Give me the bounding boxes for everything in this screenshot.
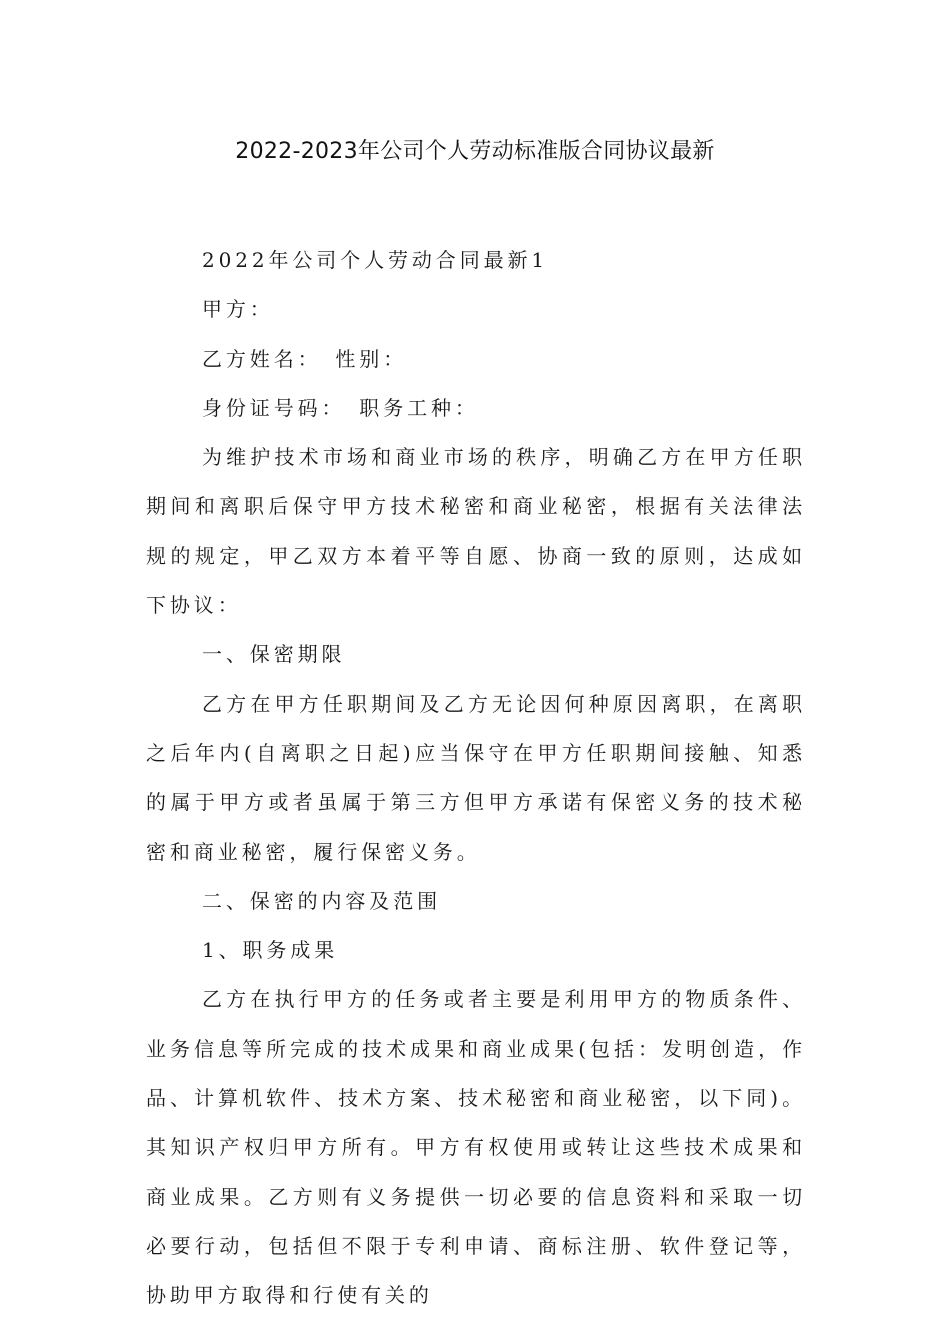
confidentiality-period-paragraph: 乙方在甲方任职期间及乙方无论因何种原因离职，在离职之后年内(自离职之日起)应当保守在甲方任职期间接触、知悉的属于甲方或者虽属于第三方但甲方承诺有保密义务的技术秘密和商业秘密，履行保密义务。 bbox=[146, 691, 806, 864]
party-a-line: 甲方： bbox=[202, 297, 274, 322]
party-b-name-line: 乙方姓名： 性别： bbox=[202, 346, 408, 371]
section-heading-scope: 二、保密的内容及范围 bbox=[202, 888, 441, 913]
section-heading-confidentiality-period: 一、保密期限 bbox=[202, 642, 346, 667]
document-title: 2022-2023年公司个人劳动标准版合同协议最新 bbox=[235, 139, 715, 164]
contract-heading: 2022年公司个人劳动合同最新1 bbox=[202, 248, 549, 272]
work-results-paragraph: 乙方在执行甲方的任务或者主要是利用甲方的物质条件、业务信息等所完成的技术成果和商业成果(包括：发明创造，作品、计算机软件、技术方案、技术秘密和商业秘密，以下同)。其知识产权归甲方所有。甲方有权使用或转让这些技术成果和商业成果。乙方则有义务提供一切必要的信息资料和采取一切必要行动，包括但不限于专利申请、商标注册、软件登记等，协助甲方取得和行使有关的 bbox=[146, 987, 806, 1308]
id-number-line: 身份证号码： 职务工种： bbox=[202, 395, 479, 420]
document-body bbox=[146, 236, 806, 1321]
subsection-heading-work-results: 1、职务成果 bbox=[202, 938, 339, 963]
preamble-paragraph: 为维护技术市场和商业市场的秩序，明确乙方在甲方任职期间和离职后保守甲方技术秘密和商业秘密，根据有关法律法规的规定，甲乙双方本着平等自愿、协商一致的原则，达成如下协议： bbox=[146, 445, 806, 618]
